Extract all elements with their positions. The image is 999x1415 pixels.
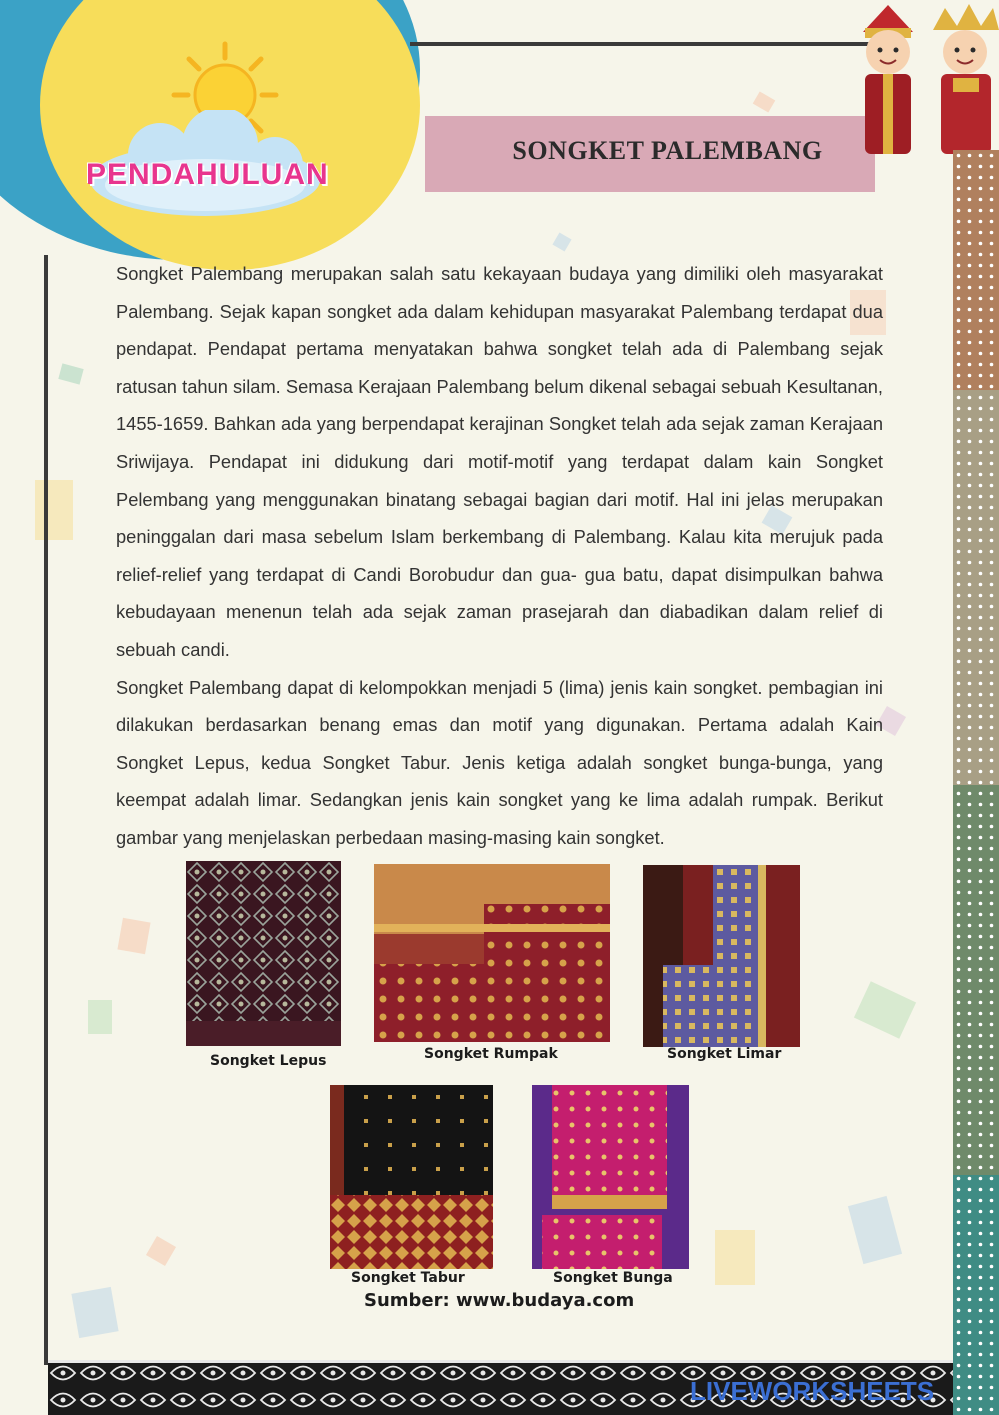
songket-rumpak-image: [374, 864, 610, 1042]
page-title: SONGKET PALEMBANG: [512, 136, 823, 165]
confetti-decoration: [848, 1196, 902, 1264]
confetti-decoration: [854, 981, 916, 1038]
confetti-decoration: [715, 1230, 755, 1285]
songket-lepus-image: [186, 861, 341, 1046]
confetti-decoration: [58, 363, 83, 384]
couple-illustration: [853, 0, 999, 155]
confetti-decoration: [88, 1000, 112, 1034]
caption-songket-tabur: Songket Tabur: [351, 1270, 465, 1286]
body-text: [116, 255, 883, 857]
section-title: PENDAHULUAN: [86, 158, 329, 191]
confetti-decoration: [117, 918, 150, 954]
top-divider: [410, 42, 880, 46]
caption-songket-bunga: Songket Bunga: [553, 1270, 673, 1286]
confetti-decoration: [552, 232, 571, 251]
confetti-decoration: [35, 480, 73, 540]
confetti-decoration: [146, 1236, 176, 1266]
caption-songket-limar: Songket Limar: [667, 1046, 782, 1062]
songket-tabur-image: [330, 1085, 493, 1269]
paragraph: Songket Palembang dapat di kelompokkan menjadi 5 (lima) jenis kain songket. pembagian ini dilakukan berdasarkan benang emas dan motif yang digunakan. Pertama adalah Kain Songket Lepus, kedua Songket Tabur. Jenis ketiga adalah songket bunga-bunga, yang keempat adalah limar. Sedangkan jenis kain songket yang ke lima adalah rumpak. Berikut gambar yang menjelaskan perbedaan masing-masing kain songket.: [116, 676, 883, 848]
songket-limar-image: [643, 865, 800, 1047]
caption-songket-rumpak: Songket Rumpak: [424, 1046, 558, 1062]
decorative-dotted-strip: [953, 150, 999, 1415]
confetti-decoration: [71, 1287, 118, 1338]
paragraph: Songket Palembang merupakan salah satu kekayaan budaya yang dimiliki oleh masyarakat Palembang. Sejak kapan songket ada dalam kehidupan masyarakat Palembang terdapat dua pendapat. Pendapat pertama menyatakan bahwa songket telah ada di Palembang sejak ratusan tahun silam. Semasa Kerajaan Palembang belum dikenal sebagai sebuah Kesultanan, 1455-1659. Bahkan ada yang berpendapat kerajinan Songket telah ada sejak zaman Kerajaan Sriwijaya. Pendapat ini didukung dari motif-motif yang terdapat dalam kain Songket Pelembang yang menggunakan binatang sebagai bagian dari motif. Hal ini jelas merupakan peninggalan dari masa sebelum Islam berkembang di Palembang. Kalau kita merujuk pada relief-relief yang terdapat di Candi Borobudur dan gua- gua batu, dapat disimpulkan bahwa kebudayaan menenun telah ada sejak zaman prasejarah dan diabadikan dalam relief di sebuah candi.: [116, 263, 883, 660]
caption-songket-lepus: Songket Lepus: [210, 1053, 327, 1069]
left-divider: [44, 255, 48, 1365]
confetti-decoration: [753, 91, 776, 112]
liveworksheets-logo[interactable]: LIVEWORKSHEETS: [690, 1376, 935, 1406]
source-citation: Sumber: www.budaya.com: [364, 1290, 635, 1311]
songket-bunga-image: [532, 1085, 689, 1269]
